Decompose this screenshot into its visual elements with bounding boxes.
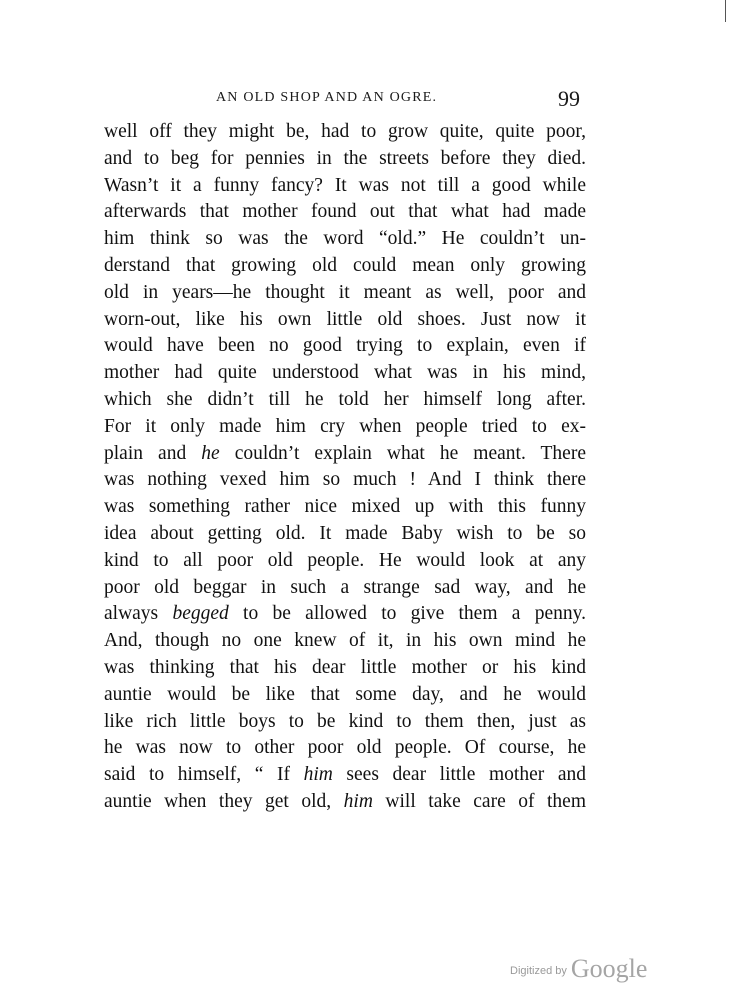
emphasis-text: him [343, 790, 373, 812]
page-number: 99 [558, 86, 580, 111]
text-line: kind to all poor old people. He would look at any [104, 549, 586, 571]
text-line: said to himself, “ If him sees dear little mother and [104, 764, 586, 786]
text-line: And, though no one knew of it, in his own mind he [104, 630, 586, 652]
text-line: was thinking that his dear little mother or his kind [104, 656, 586, 678]
body-text [104, 119, 586, 816]
text-line: always begged to be allowed to give them a penny. [104, 603, 586, 625]
text-line: For it only made him cry when people tried to ex- [104, 415, 586, 437]
text-line: auntie when they get old, him will take care of them [104, 790, 586, 812]
text-line: would have been no good trying to explain, even if [104, 335, 586, 357]
watermark-prefix: Digitized by [510, 965, 567, 977]
text-line: and to beg for pennies in the streets before they died. [104, 147, 586, 169]
text-line: like rich little boys to be kind to them then, just as [104, 710, 586, 732]
text-line: old in years—he thought it meant as well, poor and [104, 281, 586, 303]
google-logo: Google [570, 954, 648, 983]
text-line: auntie would be like that some day, and he would [104, 683, 586, 705]
text-line: him think so was the word “old.” He couldn’t un- [104, 228, 586, 250]
emphasis-text: he [201, 442, 220, 464]
emphasis-text: him [303, 764, 333, 786]
text-line: was nothing vexed him so much ! And I think there [104, 469, 586, 491]
text-line: afterwards that mother found out that what had made [104, 201, 586, 223]
text-line: mother had quite understood what was in his mind, [104, 362, 586, 384]
running-head: AN OLD SHOP AND AN OGRE. [216, 90, 438, 105]
text-line: idea about getting old. It made Baby wish to be so [104, 522, 586, 544]
text-line: Wasn’t it a funny fancy? It was not till a good while [104, 174, 586, 196]
text-line: he was now to other poor old people. Of course, he [104, 737, 586, 759]
text-line: was something rather nice mixed up with this funny [104, 496, 586, 518]
digitized-watermark [510, 954, 647, 984]
text-line: poor old beggar in such a strange sad way, and he [104, 576, 586, 598]
scan-edge-mark [725, 0, 726, 22]
emphasis-text: begged [172, 603, 229, 625]
text-line: well off they might be, had to grow quite, quite poor, [104, 121, 586, 142]
text-line: plain and he couldn’t explain what he meant. There [104, 442, 586, 464]
text-line: worn-out, like his own little old shoes. Just now it [104, 308, 586, 330]
text-line: derstand that growing old could mean only growing [104, 254, 586, 276]
text-line: which she didn’t till he told her himself long after. [104, 388, 586, 410]
